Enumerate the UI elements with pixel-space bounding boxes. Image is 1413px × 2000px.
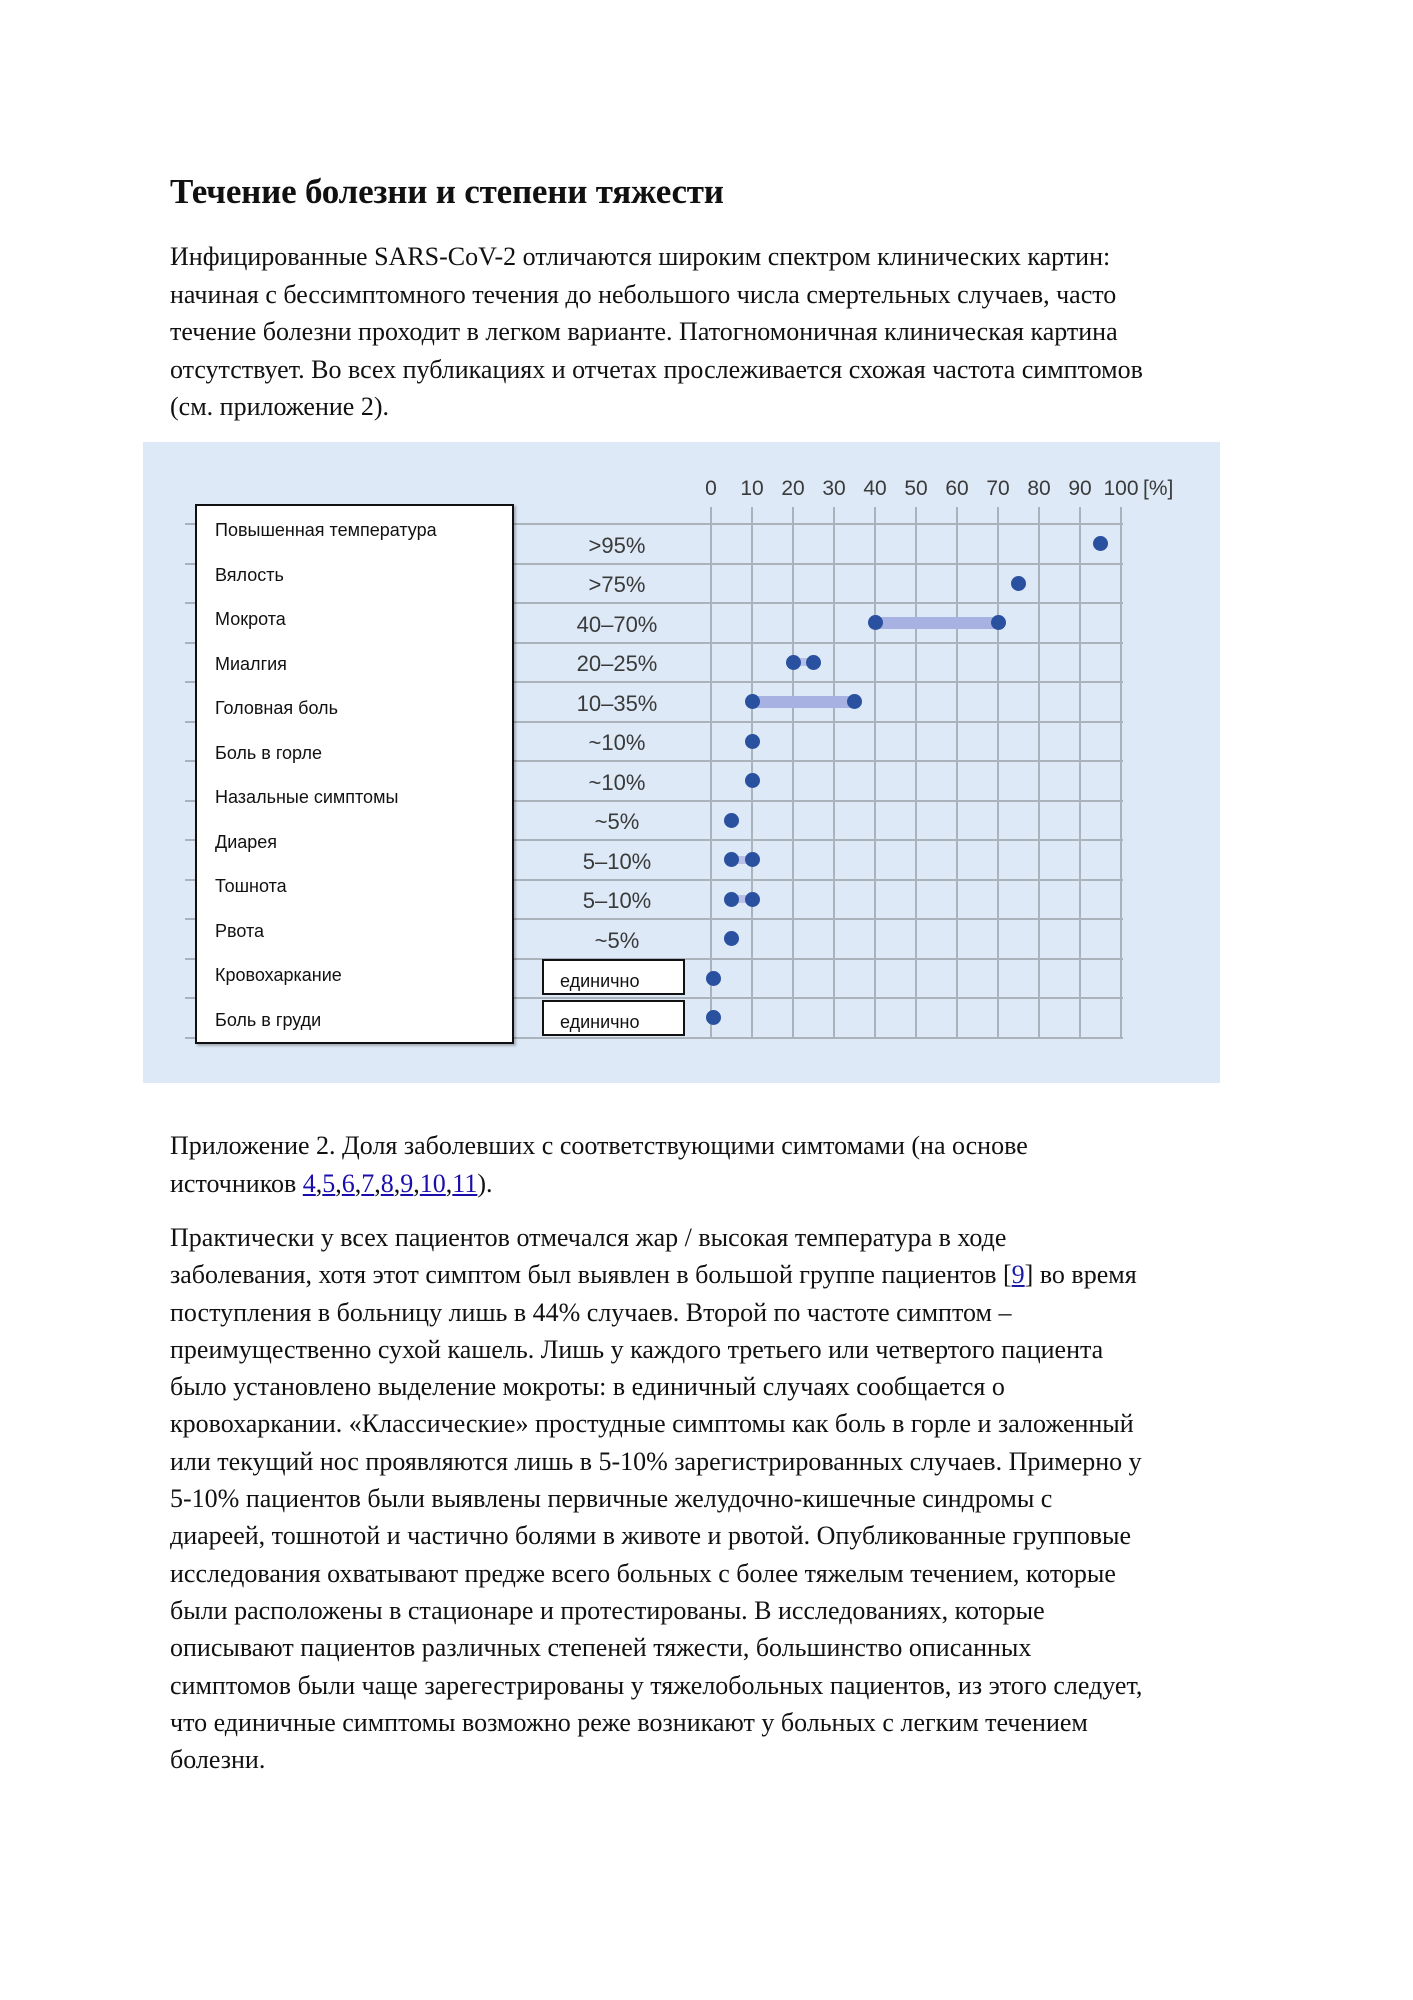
- symptom-label: Повышенная температура: [215, 520, 437, 540]
- paragraph-line: 5-10% пациентов были выявлены первичные желудочно-кишечные синдромы с: [170, 1484, 1053, 1514]
- frequency-label: 5–10%: [582, 888, 652, 914]
- reference-link-4[interactable]: 4: [302, 1168, 316, 1198]
- data-point: [745, 852, 760, 867]
- grid-vline: [792, 507, 794, 1038]
- reference-link-11[interactable]: 11: [452, 1168, 478, 1198]
- x-tick-label: 30: [822, 477, 846, 500]
- symptom-label: Назальные симптомы: [215, 787, 399, 807]
- x-tick-label: 10: [740, 477, 764, 500]
- data-point: [991, 615, 1006, 630]
- paragraph-line: течение болезни проходит в легком варианте. Патогномоничная клиническая картина: [170, 317, 1118, 347]
- reference-link-8[interactable]: 8: [380, 1168, 394, 1198]
- paragraph-line: Практически у всех пациентов отмечался жар / высокая температура в ходе: [170, 1223, 1007, 1252]
- frequency-label: единично: [560, 1012, 640, 1032]
- paragraph-line: или текущий нос проявляются лишь в 5-10% зарегистрированных случаев. Примерно у: [170, 1446, 1142, 1476]
- caption-line-2: [170, 1165, 1280, 1203]
- frequency-label: единично: [560, 970, 640, 991]
- data-point: [745, 694, 760, 709]
- x-tick-label: 100: [1103, 477, 1139, 500]
- frequency-label: ~10%: [588, 769, 646, 795]
- symptom-label: Рвота: [215, 920, 265, 941]
- paragraph-line: диареей, тошнотой и частично болями в животе и рвотой. Опубликованные групповые: [170, 1521, 1132, 1551]
- frequency-label: >95%: [588, 532, 646, 558]
- symptom-label: Диарея: [215, 831, 278, 852]
- frequency-label: 20–25%: [576, 651, 658, 677]
- x-tick-label: 20: [781, 477, 805, 500]
- paragraph-line: исследования охватывают предже всего больных с более тяжелым течением, которые: [170, 1558, 1116, 1588]
- reference-link-9[interactable]: 9: [400, 1168, 414, 1198]
- ref-separator: ,: [354, 1168, 362, 1198]
- paragraph-line: отсутствует. Во всех публикациях и отчетах прослеживается схожая частота симптомов: [170, 354, 1143, 384]
- data-point: [868, 615, 883, 630]
- ref-separator: ,: [374, 1168, 381, 1198]
- ref-separator: ,: [445, 1168, 453, 1198]
- symptom-label: Вялость: [215, 564, 284, 585]
- range-bar: [752, 696, 855, 708]
- data-point: [724, 892, 739, 907]
- caption-references: [303, 1169, 478, 1198]
- x-tick-label: 80: [1027, 477, 1051, 500]
- x-unit-label: [%]: [1143, 477, 1174, 500]
- data-point: [786, 655, 801, 670]
- data-point: [1093, 536, 1108, 551]
- paragraph-line: (см. приложение 2).: [170, 392, 389, 422]
- frequency-label: ~10%: [588, 730, 646, 756]
- frequency-label: 5–10%: [582, 848, 652, 874]
- data-point: [724, 931, 739, 946]
- reference-link-7[interactable]: 7: [361, 1168, 375, 1198]
- grid-vline: [710, 507, 712, 1038]
- paragraph-line: заболевания, хотя этот симптом был выявлен в большой группе пациентов [9] во время: [170, 1260, 1137, 1290]
- x-tick-label: 60: [945, 477, 969, 500]
- data-point: [1011, 576, 1026, 591]
- symptom-label: Кровохаркание: [215, 965, 342, 985]
- figure-caption: [170, 1127, 1280, 1202]
- paragraph-line: кровохаркании. «Классические» простудные симптомы как боль в горле и заложенный: [170, 1409, 1134, 1439]
- symptom-label-box: [195, 504, 514, 1044]
- data-point: [806, 655, 821, 670]
- ref-separator: ,: [413, 1168, 420, 1198]
- caption-line-1: Приложение 2. Доля заболевших с соответствующими симтомами (на основе: [170, 1131, 1028, 1160]
- symptom-label: Боль в груди: [215, 1009, 322, 1030]
- x-tick-label: 40: [863, 477, 887, 500]
- paragraph-line: описывают пациентов различных степеней тяжести, большинство описанных: [170, 1633, 1032, 1663]
- grid-vline: [915, 507, 917, 1038]
- symptom-label: Мокрота: [215, 609, 286, 629]
- symptom-label: Головная боль: [215, 698, 338, 718]
- grid-vline: [1038, 507, 1040, 1038]
- x-tick-label: 50: [904, 477, 928, 500]
- grid-vline: [833, 507, 835, 1038]
- symptom-frequency-chart: [143, 442, 1220, 1083]
- paragraph-line: было установлено выделение мокроты: в единичный случаях сообщается о: [170, 1372, 1005, 1402]
- paragraph-line: начиная с бессимптомного течения до небольшого числа смертельных случаев, часто: [170, 279, 1117, 309]
- paragraph-line: что единичные симптомы возможно реже возникают у больных с легким течением: [170, 1707, 1088, 1737]
- symptom-label: Миалгия: [215, 653, 287, 674]
- frequency-label: >75%: [588, 572, 646, 598]
- data-point: [745, 773, 760, 788]
- main-paragraph: [170, 1219, 1280, 1778]
- x-tick-label: 0: [705, 477, 717, 500]
- data-point: [706, 971, 721, 986]
- x-tick-label: 90: [1068, 477, 1092, 500]
- frequency-label-box: [542, 959, 685, 995]
- data-point: [847, 694, 862, 709]
- grid-vline: [751, 507, 753, 1038]
- grid-vline: [1079, 507, 1081, 1038]
- grid-vline: [874, 507, 876, 1038]
- grid-vline: [1120, 507, 1122, 1038]
- page-title: Течение болезни и степени тяжести: [170, 172, 724, 211]
- data-point: [706, 1010, 721, 1025]
- range-bar: [875, 617, 998, 629]
- x-tick-label: 70: [986, 477, 1010, 500]
- grid-vline: [956, 507, 958, 1038]
- frequency-label-box: [542, 1000, 685, 1036]
- frequency-label: 40–70%: [576, 611, 658, 637]
- caption-prefix: источников: [170, 1168, 303, 1198]
- data-point: [724, 813, 739, 828]
- ref-separator: ,: [393, 1168, 401, 1198]
- frequency-label: ~5%: [594, 927, 640, 953]
- paragraph-line: болезни.: [170, 1745, 266, 1775]
- data-point: [724, 852, 739, 867]
- reference-link-6[interactable]: 6: [341, 1168, 355, 1198]
- paragraph-line: были расположены в стационаре и протестированы. В исследованиях, которые: [170, 1595, 1045, 1625]
- data-point: [745, 734, 760, 749]
- paragraph-line: поступления в больницу лишь в 44% случаев. Второй по частоте симптом –: [170, 1297, 1012, 1327]
- paragraph-line: Инфицированные SARS-CoV-2 отличаются широким спектром клинических картин:: [170, 242, 1111, 271]
- caption-suffix: ).: [477, 1168, 493, 1198]
- ref-separator: ,: [335, 1168, 342, 1198]
- ref-separator: ,: [315, 1168, 323, 1198]
- reference-link-5[interactable]: 5: [322, 1168, 336, 1198]
- frequency-label: ~5%: [594, 809, 640, 835]
- paragraph-line: преимущественно сухой кашель. Лишь у каждого третьего или четвертого пациента: [170, 1334, 1104, 1364]
- data-point: [745, 892, 760, 907]
- symptom-label: Боль в горле: [215, 742, 322, 763]
- paragraph-line: симптомов были чаще зарегестрированы у тяжелобольных пациентов, из этого следует,: [170, 1670, 1143, 1700]
- intro-paragraph: [170, 238, 1280, 426]
- frequency-label: 10–35%: [576, 690, 658, 716]
- grid-vline: [997, 507, 999, 1038]
- reference-link-9[interactable]: 9: [1011, 1260, 1025, 1290]
- reference-link-10[interactable]: 10: [419, 1168, 446, 1198]
- symptom-label: Тошнота: [215, 876, 287, 896]
